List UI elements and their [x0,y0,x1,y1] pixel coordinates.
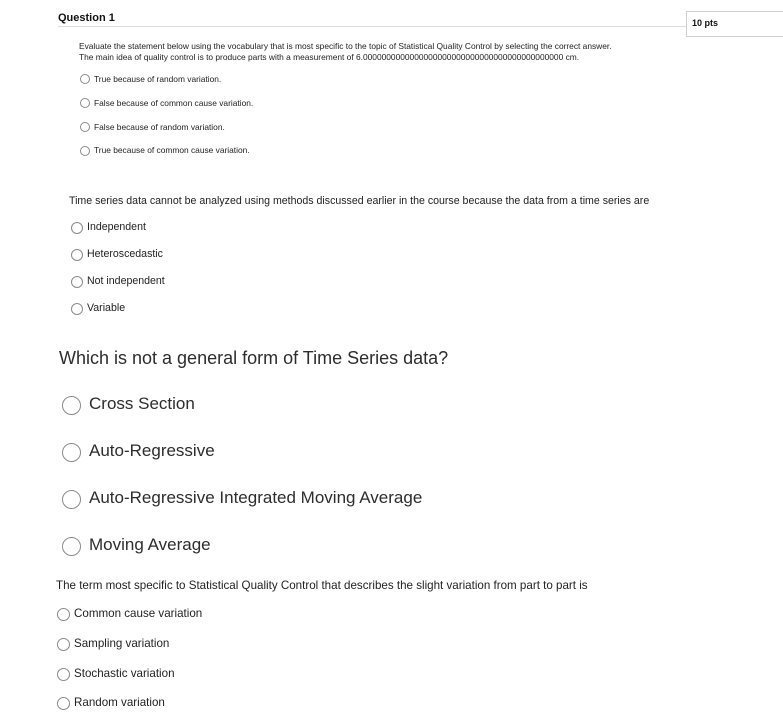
q3-option-label-2[interactable]: Auto-Regressive [89,441,215,460]
header-divider [58,26,708,27]
q3-radio-1[interactable] [62,396,81,415]
q4-radio-4[interactable] [57,697,70,710]
q4-option-label-1[interactable]: Common cause variation [74,607,203,620]
q4-option-label-4[interactable]: Random variation [74,696,165,709]
q2-option-label-1[interactable]: Independent [87,221,146,233]
q1-prompt-line1: Evaluate the statement below using the vocabulary that is most specific to the topic of Statistical Quality Control by selecting the correct answer. [79,41,612,51]
q1-radio-1[interactable] [80,74,90,84]
q4-radio-2[interactable] [57,638,70,651]
q1-option-label-2[interactable]: False because of common cause variation. [94,98,254,108]
q1-radio-3[interactable] [80,122,90,132]
q3-option-label-3[interactable]: Auto-Regressive Integrated Moving Average [89,488,423,507]
q1-option-label-3[interactable]: False because of random variation. [94,122,225,132]
q3-radio-4[interactable] [62,537,81,556]
q1-option-label-4[interactable]: True because of common cause variation. [94,145,250,155]
q4-prompt: The term most specific to Statistical Quality Control that describes the slight variation from part to part is [56,579,588,592]
q4-radio-1[interactable] [57,608,70,621]
q3-option-label-1[interactable]: Cross Section [89,394,195,413]
q2-radio-4[interactable] [71,303,83,315]
q2-radio-3[interactable] [71,276,83,288]
q4-radio-3[interactable] [57,668,70,681]
q3-prompt: Which is not a general form of Time Series data? [59,348,449,368]
question-title: Question 1 [58,12,115,24]
q4-option-label-2[interactable]: Sampling variation [74,637,170,650]
q2-option-label-3[interactable]: Not independent [87,275,165,287]
q3-option-label-4[interactable]: Moving Average [89,535,211,554]
q1-radio-2[interactable] [80,98,90,108]
q3-radio-2[interactable] [62,443,81,462]
q2-radio-2[interactable] [71,249,83,261]
q2-option-label-2[interactable]: Heteroscedastic [87,248,163,260]
points-badge [686,11,783,37]
q1-prompt-line2: The main idea of quality control is to produce parts with a measurement of 6.0000000000000000000000000000000000000000000 cm. [79,52,580,62]
q2-radio-1[interactable] [71,222,83,234]
q2-option-label-4[interactable]: Variable [87,302,126,314]
points-label: 10 pts [692,18,719,28]
q4-option-label-3[interactable]: Stochastic variation [74,667,175,680]
q3-radio-3[interactable] [62,490,81,509]
q2-prompt: Time series data cannot be analyzed using methods discussed earlier in the course because the data from a time series are [69,195,650,207]
q1-radio-4[interactable] [80,146,90,156]
q1-option-label-1[interactable]: True because of random variation. [94,74,222,84]
